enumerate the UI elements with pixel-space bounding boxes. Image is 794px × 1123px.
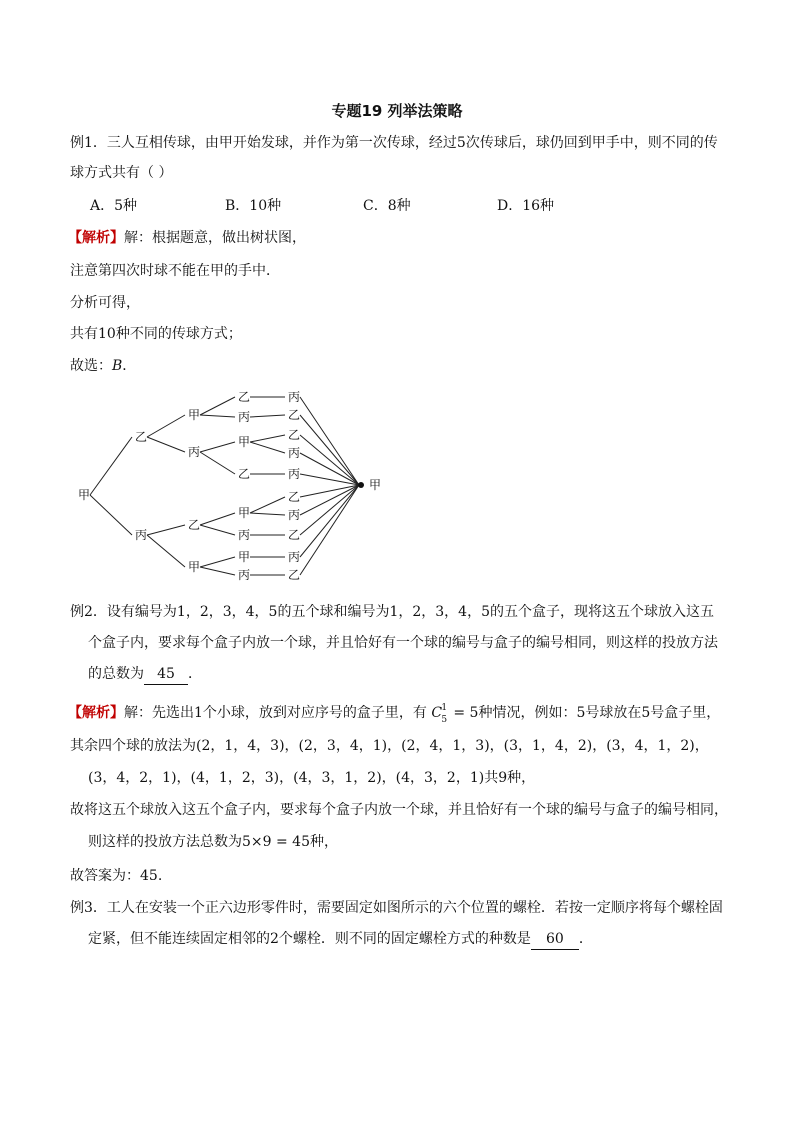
ex2-analysis-line5: 则这样的投放方法总数为5×9 = 45种， <box>88 834 338 850</box>
tree-edge-to-end <box>300 435 359 485</box>
ex1-answer <box>70 356 136 376</box>
ex2-analysis-line1 <box>68 703 720 723</box>
analysis-tag: 【解析】 <box>68 230 124 246</box>
ex1-question-line1: 例1．三人互相传球，由甲开始发球，并作为第一次传球，经过5次传球后，球仍回到甲手中，则不同的传 <box>70 135 718 151</box>
ex1-note-3: 共有10种不同的传球方式； <box>70 326 242 342</box>
tree-node-level3: 乙 <box>238 467 251 481</box>
tree-edge <box>147 415 185 437</box>
tree-edge-to-end <box>300 415 359 485</box>
ex2-question-line3 <box>88 664 202 685</box>
ex2-analysis-text-a: 解：先选出1个小球，放到对应序号的盒子里，有 <box>124 705 427 721</box>
ex2-analysis-text-b: = 5种情况，例如：5号球放在5号盒子里， <box>453 705 721 721</box>
ex1-note-1: 注意第四次时球不能在甲的手中． <box>70 263 280 279</box>
tree-node-level4: 丙 <box>288 508 301 522</box>
tree-edge-to-end <box>300 485 359 557</box>
tree-node-level2: 乙 <box>188 518 201 532</box>
ex1-question-line2: 球方式共有（ ） <box>70 165 173 181</box>
ex2-line3-suffix: ． <box>188 666 202 682</box>
ex2-analysis-line4: 故将这五个球放入这五个盒子内，要求每个盒子内放一个球，并且恰好有一个球的编号与盒子的编号相同， <box>70 802 728 818</box>
tree-node-level4: 乙 <box>288 428 301 442</box>
convergence-point <box>358 482 364 488</box>
tree-edge <box>250 513 285 515</box>
tree-edge <box>147 525 185 535</box>
formula-sub: 5 <box>441 715 448 725</box>
tree-node-level4: 丙 <box>288 550 301 564</box>
tree-node-level4: 丙 <box>288 467 301 481</box>
tree-edge <box>200 442 235 452</box>
tree-edge <box>200 557 235 567</box>
analysis-tag: 【解析】 <box>68 705 124 721</box>
ex1-analysis-text: 解：根据题意，做出树状图， <box>124 230 306 246</box>
ex1-answer-letter: B <box>112 358 123 374</box>
tree-root: 甲 <box>78 488 91 502</box>
formula-sup: 1 <box>441 703 448 713</box>
tree-node-level3: 甲 <box>238 435 251 449</box>
tree-edge <box>250 435 285 442</box>
page-title: 专题19 列举法策略 <box>331 102 463 120</box>
tree-node-level1: 丙 <box>135 528 148 542</box>
tree-node-level4: 乙 <box>288 568 301 582</box>
tree-node-level4: 乙 <box>288 490 301 504</box>
tree-node-level2: 丙 <box>188 445 201 459</box>
tree-end: 甲 <box>369 478 382 492</box>
ex1-option-d: D．16种 <box>497 198 555 214</box>
tree-node-level3: 甲 <box>238 550 251 564</box>
tree-edge-to-end <box>300 397 359 485</box>
tree-edge <box>200 525 235 535</box>
tree-node-level4: 乙 <box>288 408 301 422</box>
tree-edge <box>90 495 132 535</box>
ex2-analysis-line3: (3，4，2，1)，(4，1，2，3)，(4，3，1，2)，(4，3，2，1)共9种， <box>88 770 536 786</box>
ex3-answer-blank: 60 <box>531 929 579 950</box>
tree-edges <box>90 397 364 575</box>
tree-edge <box>250 415 285 417</box>
tree-node-level2: 甲 <box>188 408 201 422</box>
ex3-line2-suffix: ． <box>578 931 593 947</box>
tree-edge <box>200 567 235 575</box>
ex1-note-2: 分析可得， <box>70 295 140 311</box>
ex3-question-line1: 例3．工人在安装一个正六边形零件时，需要固定如图所示的六个位置的螺栓．若按一定顺序将每个螺栓固 <box>70 900 723 916</box>
ex2-answer: 故答案为：45. <box>70 868 163 884</box>
tree-edge <box>90 437 132 495</box>
tree-edge-to-end <box>300 453 359 485</box>
combination-formula <box>431 703 453 723</box>
ex1-option-c: C．8种 <box>363 198 411 214</box>
tree-node-level3: 丙 <box>238 568 251 582</box>
ex1-answer-suffix: ． <box>122 358 137 374</box>
tree-node-level4: 丙 <box>288 446 301 460</box>
tree-edge-to-end <box>300 474 359 485</box>
ex2-answer-blank: 45 <box>144 664 188 685</box>
tree-node-level2: 甲 <box>188 560 201 574</box>
ex1-answer-prefix: 故选： <box>70 358 112 374</box>
tree-edge <box>200 513 235 525</box>
ex3-question-line2 <box>88 929 593 950</box>
ex2-question-line2: 个盒子内，要求每个盒子内放一个球，并且恰好有一个球的编号与盒子的编号相同，则这样的投放方法 <box>88 635 718 651</box>
tree-edge-to-end <box>300 485 359 575</box>
ex2-analysis-line2: 其余四个球的放法为(2，1，4，3)，(2，3，4，1)，(2，4，1，3)，(3，1，4，2)，(3，4，1，2)， <box>70 738 709 754</box>
tree-diagram <box>70 385 410 585</box>
tree-edge <box>147 535 185 567</box>
ex2-line3-prefix: 的总数为 <box>88 666 144 682</box>
tree-node-level3: 甲 <box>238 506 251 520</box>
tree-node-level4: 丙 <box>288 390 301 404</box>
tree-edge <box>147 437 185 452</box>
ex1-option-b: B．10种 <box>225 198 282 214</box>
tree-node-level4: 乙 <box>288 528 301 542</box>
ex2-question-line1: 例2．设有编号为1，2，3，4，5的五个球和编号为1，2，3，4，5的五个盒子，现将这五个球放入这五 <box>70 604 714 620</box>
tree-node-level1: 乙 <box>135 430 148 444</box>
tree-node-level3: 丙 <box>238 528 251 542</box>
tree-edge <box>250 442 285 453</box>
tree-edge <box>200 415 235 417</box>
ex3-line2-prefix: 定紧，但不能连续固定相邻的2个螺栓．则不同的固定螺栓方式的种数是 <box>88 931 531 947</box>
tree-edge <box>250 497 285 513</box>
ex1-analysis-line <box>68 228 306 248</box>
ex1-option-a: A．5种 <box>90 198 138 214</box>
tree-edge <box>200 397 235 415</box>
tree-node-level3: 乙 <box>238 390 251 404</box>
formula-c: C <box>431 705 443 721</box>
tree-edge <box>200 452 235 474</box>
tree-nodes <box>78 390 381 582</box>
tree-node-level3: 丙 <box>238 410 251 424</box>
